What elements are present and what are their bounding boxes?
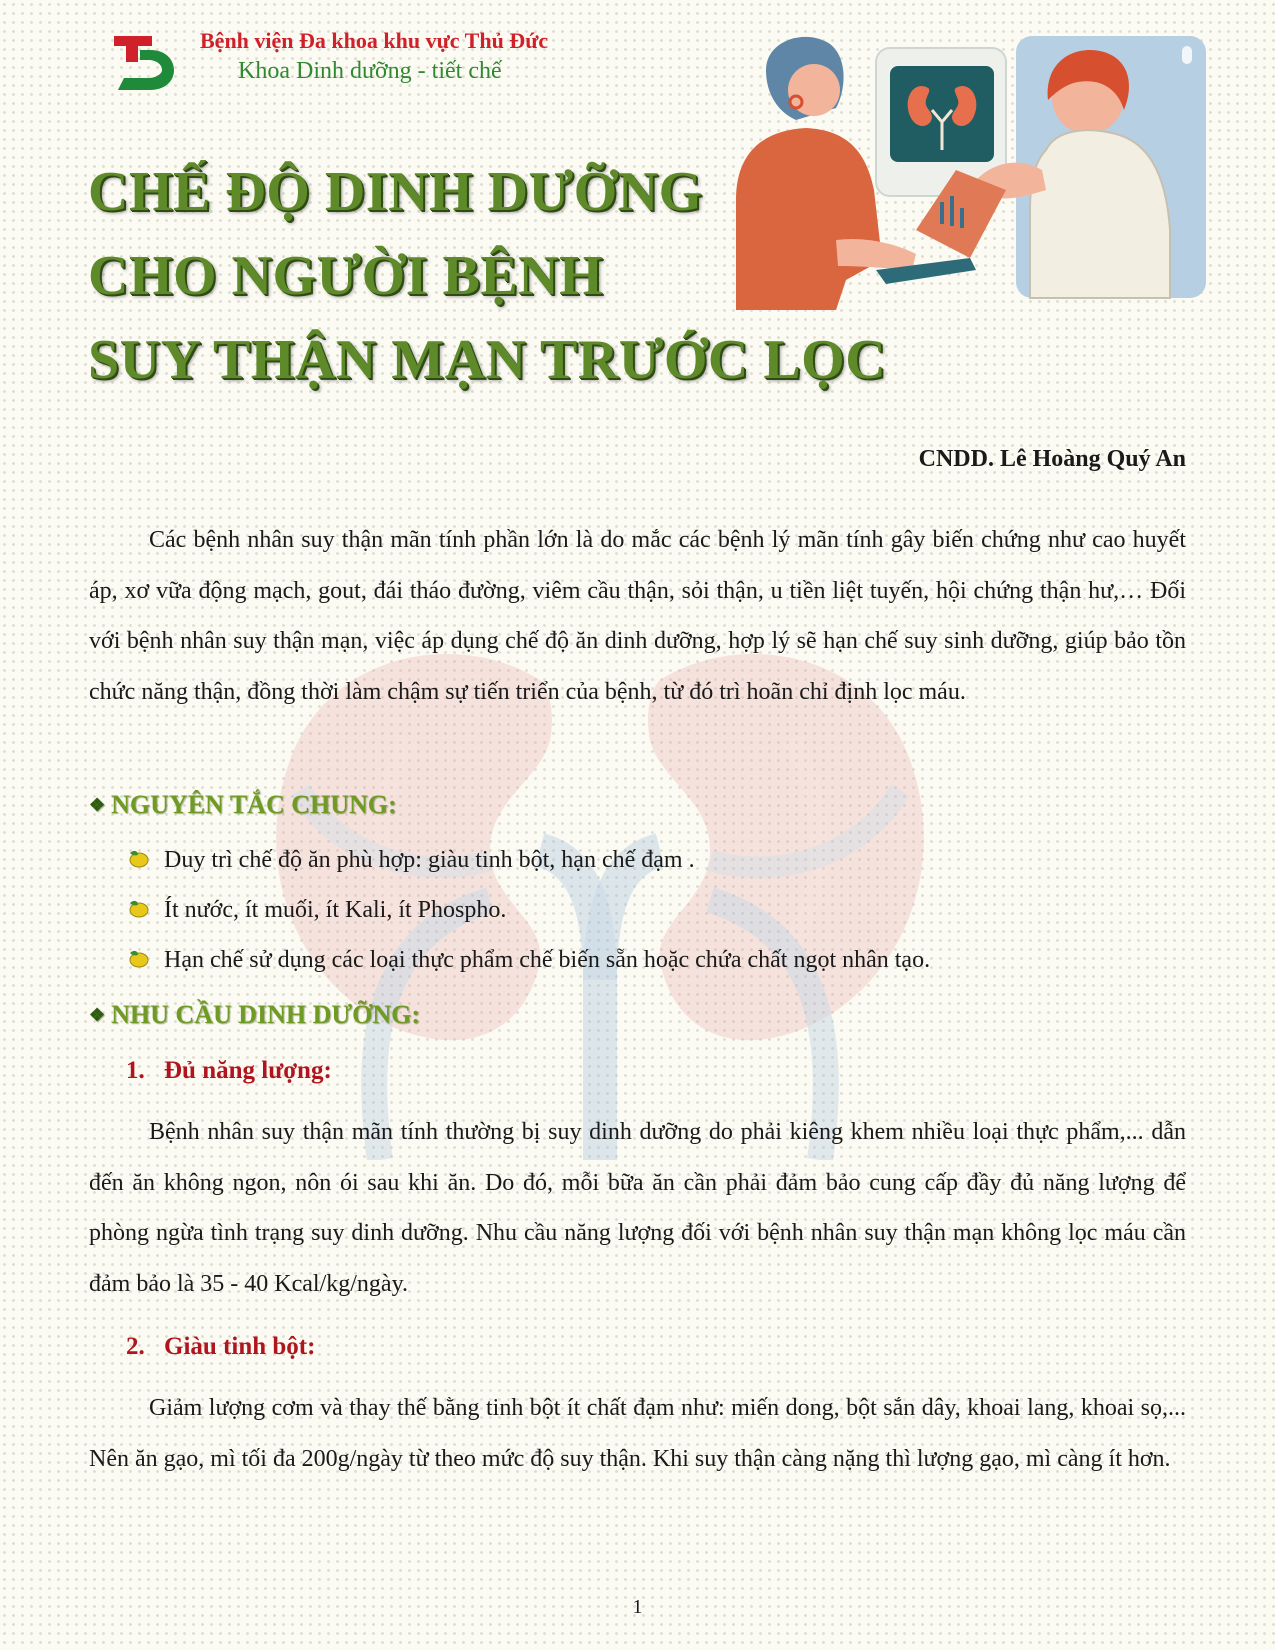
section-heading-label: NGUYÊN TẮC CHUNG: — [111, 790, 397, 819]
list-item — [126, 847, 695, 874]
list-item — [126, 897, 506, 924]
section-heading-label: NHU CẦU DINH DƯỠNG: — [111, 1000, 420, 1029]
bullet-text: Hạn chế sử dụng các loại thực phẩm chế biến sẵn hoặc chứa chất ngọt nhân tạo. — [164, 947, 931, 973]
lemon-bullet-icon — [126, 947, 150, 969]
section-heading-nutrition-needs — [89, 1000, 420, 1030]
lemon-bullet-icon — [126, 897, 150, 919]
diamond-bullet-icon: ❖ — [89, 1005, 106, 1025]
section-heading-general-principles — [89, 790, 397, 820]
department-name: Khoa Dinh dưỡng - tiết chế — [238, 58, 502, 84]
bullet-text: Duy trì chế độ ăn phù hợp: giàu tinh bột, hạn chế đạm . — [164, 847, 695, 873]
subheading-title: Đủ năng lượng: — [164, 1057, 332, 1084]
starch-paragraph: Giảm lượng cơm và thay thế bằng tinh bột ít chất đạm như: miến dong, bột sắn dây, khoai lang, khoai sọ,... Nên ăn gạo, mì tối đa 200g/ngày từ theo mức độ suy thận. Khi suy thận càng nặng thì lượng gạo, mì càng ít hơn. — [89, 1395, 1186, 1472]
hospital-name: Bệnh viện Đa khoa khu vực Thủ Đức — [200, 28, 549, 53]
intro-paragraph: Các bệnh nhân suy thận mãn tính phần lớn là do mắc các bệnh lý mãn tính gây biến chứng như cao huyết áp, xơ vữa động mạch, gout, đái tháo đường, viêm cầu thận, sỏi thận, u tiền liệt tuyến, hội chứng thận hư,… Đối với bệnh nhân suy thận mạn, việc áp dụng chế độ ăn dinh dưỡng, hợp lý sẽ hạn chế suy sinh dưỡng, giúp bảo tồn chức năng thận, đồng thời làm chậm sự tiến triển của bệnh, từ đó trì hoãn chỉ định lọc máu. — [89, 527, 1186, 705]
subheading-number: 2. — [126, 1333, 145, 1360]
list-item — [126, 947, 930, 974]
page-number: 1 — [632, 1596, 643, 1618]
hospital-logo-icon — [112, 32, 176, 92]
title-line-3: SUY THẬN MẠN TRƯỚC LỌC — [88, 329, 887, 391]
title-line-1: CHẾ ĐỘ DINH DƯỠNG — [88, 161, 703, 223]
title-line-2: CHO NGƯỜI BỆNH — [88, 245, 604, 307]
bullet-text: Ít nước, ít muối, ít Kali, ít Phospho. — [164, 897, 507, 923]
subheading-title: Giàu tinh bột: — [164, 1333, 316, 1360]
subheading-starch — [126, 1333, 315, 1361]
main-title — [88, 150, 886, 402]
subheading-number: 1. — [126, 1057, 145, 1084]
subheading-energy — [126, 1057, 332, 1085]
energy-paragraph: Bệnh nhân suy thận mãn tính thường bị suy dinh dưỡng do phải kiêng khem nhiều loại thực phẩm,... dẫn đến ăn không ngon, nôn ói sau khi ăn. Do đó, mỗi bữa ăn cần phải đảm bảo cung cấp đầy đủ năng lượng để phòng ngừa tình trạng suy dinh dưỡng. Nhu cầu năng lượng đối với bệnh nhân suy thận mạn không lọc máu cần đảm bảo là 35 - 40 Kcal/kg/ngày. — [89, 1119, 1186, 1297]
author-name: CNDD. Lê Hoàng Quý An — [918, 446, 1186, 472]
lemon-bullet-icon — [126, 847, 150, 869]
diamond-bullet-icon: ❖ — [89, 795, 106, 815]
